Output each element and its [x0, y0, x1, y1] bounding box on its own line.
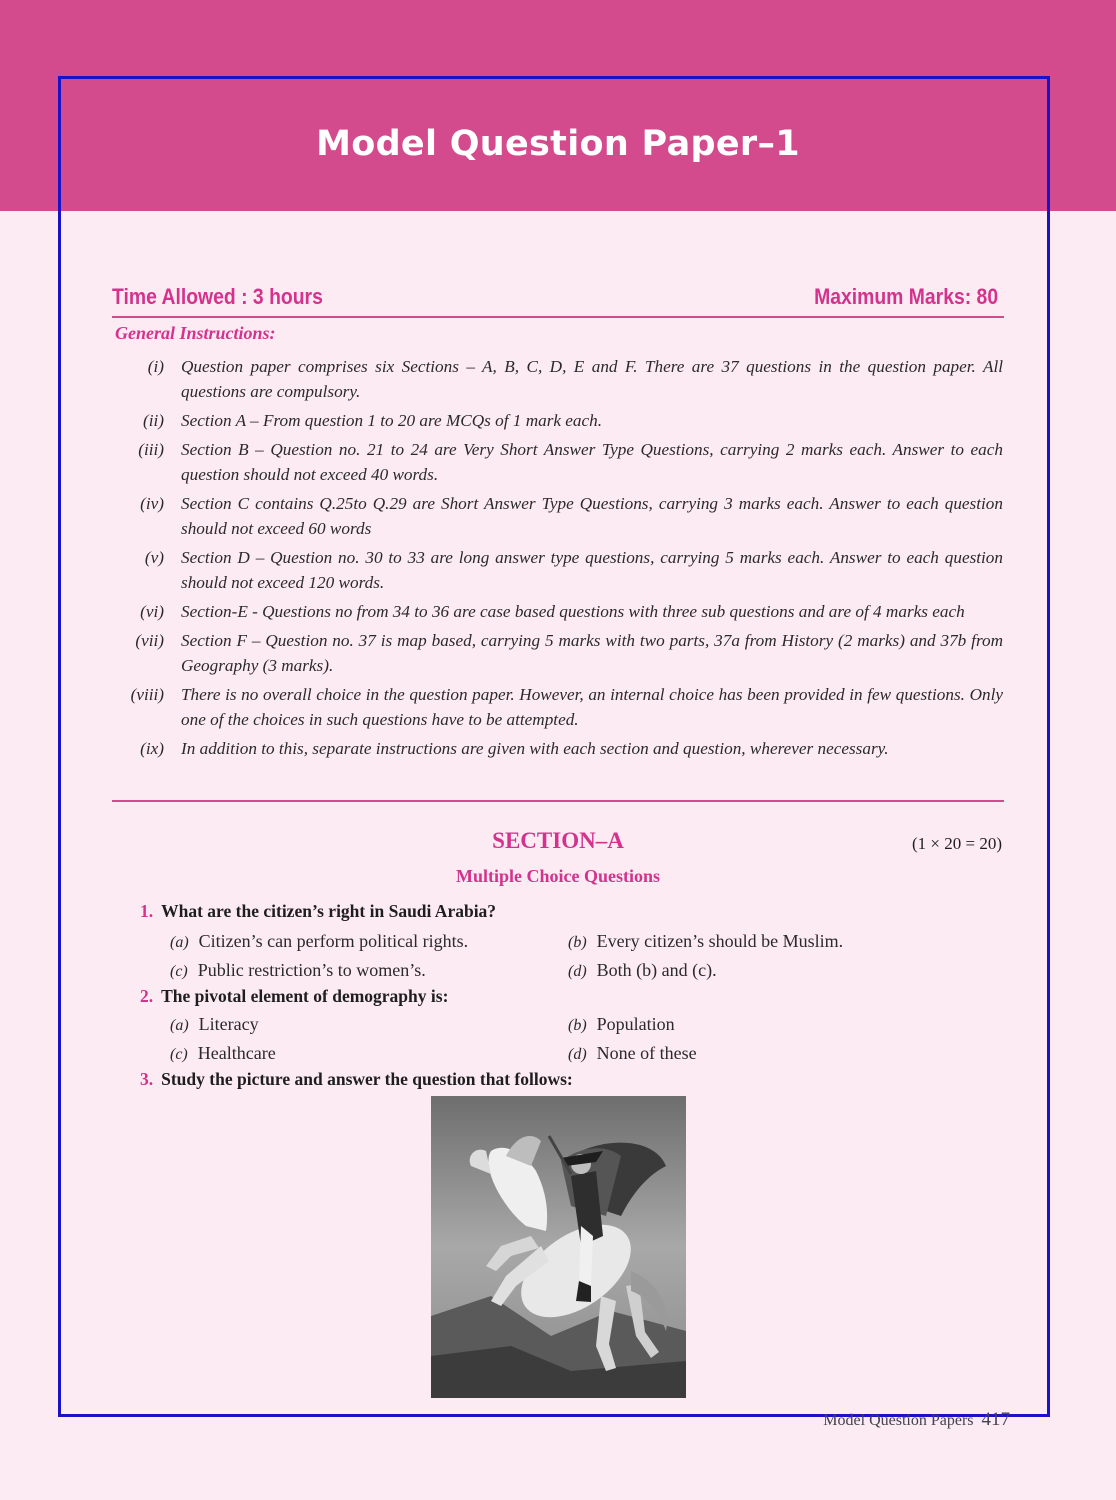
- option-b: [568, 1014, 675, 1035]
- instruction-item: [112, 682, 1004, 732]
- page-footer: [823, 1409, 1010, 1431]
- time-allowed: Time Allowed : 3 hours: [112, 284, 323, 309]
- footer-label: Model Question Papers: [823, 1412, 974, 1429]
- option-text: Healthcare: [197, 1043, 276, 1063]
- option-text: Every citizen’s should be Muslim.: [596, 931, 844, 951]
- section-title: SECTION–A: [492, 828, 624, 853]
- instruction-item: [112, 628, 1004, 678]
- instruction-text: Question paper comprises six Sections – A, B, C, D, E and F. There are 37 questions in the question paper. All questions are compulsory.: [181, 357, 1003, 401]
- option-text: Population: [596, 1014, 675, 1034]
- option-text: Both (b) and (c).: [596, 960, 717, 980]
- question-number: 1.: [140, 901, 154, 921]
- question-2: [140, 986, 448, 1007]
- option-c: [170, 960, 426, 981]
- instruction-number: (ii): [143, 411, 164, 430]
- section-marks: (1 × 20 = 20): [912, 834, 1002, 853]
- instruction-number: (iv): [140, 494, 164, 513]
- instruction-number: (ix): [140, 739, 164, 758]
- option-b: [568, 931, 843, 952]
- question-text: Study the picture and answer the question that follows:: [161, 1069, 573, 1089]
- instruction-number: (vii): [135, 631, 164, 650]
- option-a: [170, 1014, 259, 1035]
- instruction-text: Section B – Question no. 21 to 24 are Very Short Answer Type Questions, carrying 2 marks each. Answer to each question should not exceed 40 words.: [181, 440, 1003, 484]
- option-letter: (d): [568, 963, 587, 980]
- question-number: 2.: [140, 986, 154, 1006]
- instruction-number: (i): [147, 357, 164, 376]
- instruction-text: In addition to this, separate instructions are given with each section and question, wherever necessary.: [181, 739, 889, 758]
- option-letter: (c): [170, 1046, 188, 1063]
- option-text: None of these: [596, 1043, 697, 1063]
- instruction-number: (viii): [130, 685, 164, 704]
- question-number: 3.: [140, 1069, 154, 1089]
- option-letter: (c): [170, 963, 188, 980]
- instruction-item: [112, 599, 1004, 624]
- instructions-list: [112, 354, 1004, 765]
- general-instructions-heading: General Instructions:: [115, 323, 276, 343]
- instruction-text: Section F – Question no. 37 is map based, carrying 5 marks with two parts, 37a from History (2 marks) and 37b from Geography (3 marks).: [181, 631, 1003, 675]
- painting-illustration: [431, 1096, 686, 1398]
- page-title: Model Question Paper–1: [316, 124, 800, 164]
- instruction-number: (iii): [138, 440, 164, 459]
- option-d: [568, 1043, 697, 1064]
- question-3-picture: [431, 1096, 686, 1398]
- question-text: What are the citizen’s right in Saudi Arabia?: [161, 901, 497, 921]
- option-c: [170, 1043, 276, 1064]
- instruction-item: [112, 491, 1004, 541]
- instruction-item: [112, 408, 1004, 433]
- instruction-item: [112, 437, 1004, 487]
- question-3: [140, 1069, 573, 1090]
- option-letter: (a): [170, 934, 189, 951]
- question-1: [140, 901, 496, 922]
- option-letter: (d): [568, 1046, 587, 1063]
- option-text: Literacy: [198, 1014, 259, 1034]
- instruction-text: Section-E - Questions no from 34 to 36 are case based questions with three sub questions and are of 4 marks each: [181, 602, 965, 621]
- instruction-number: (vi): [140, 602, 164, 621]
- maximum-marks: Maximum Marks: 80: [813, 284, 998, 309]
- option-text: Public restriction’s to women’s.: [197, 960, 426, 980]
- instruction-text: Section D – Question no. 30 to 33 are long answer type questions, carrying 5 marks each. Answer to each question should not exceed 120 words.: [181, 548, 1003, 592]
- exam-meta-row: [112, 284, 1004, 318]
- instruction-item: [112, 736, 1004, 761]
- instruction-item: [112, 354, 1004, 404]
- instruction-text: Section C contains Q.25to Q.29 are Short Answer Type Questions, carrying 3 marks each. Answer to each question should not exceed 60 words: [181, 494, 1003, 538]
- section-subtitle: Multiple Choice Questions: [455, 866, 660, 886]
- instruction-item: [112, 545, 1004, 595]
- option-text: Citizen’s can perform political rights.: [198, 931, 469, 951]
- option-letter: (a): [170, 1017, 189, 1034]
- page-number: 417: [981, 1409, 1010, 1430]
- divider: [112, 800, 1004, 802]
- instruction-text: There is no overall choice in the question paper. However, an internal choice has been provided in few questions. Only one of the choices in such questions have to be attempted.: [181, 685, 1003, 729]
- option-d: [568, 960, 717, 981]
- instruction-text: Section A – From question 1 to 20 are MCQs of 1 mark each.: [181, 411, 603, 430]
- option-a: [170, 931, 468, 952]
- option-letter: (b): [568, 934, 587, 951]
- instruction-number: (v): [144, 548, 164, 567]
- option-letter: (b): [568, 1017, 587, 1034]
- question-text: The pivotal element of demography is:: [161, 986, 449, 1006]
